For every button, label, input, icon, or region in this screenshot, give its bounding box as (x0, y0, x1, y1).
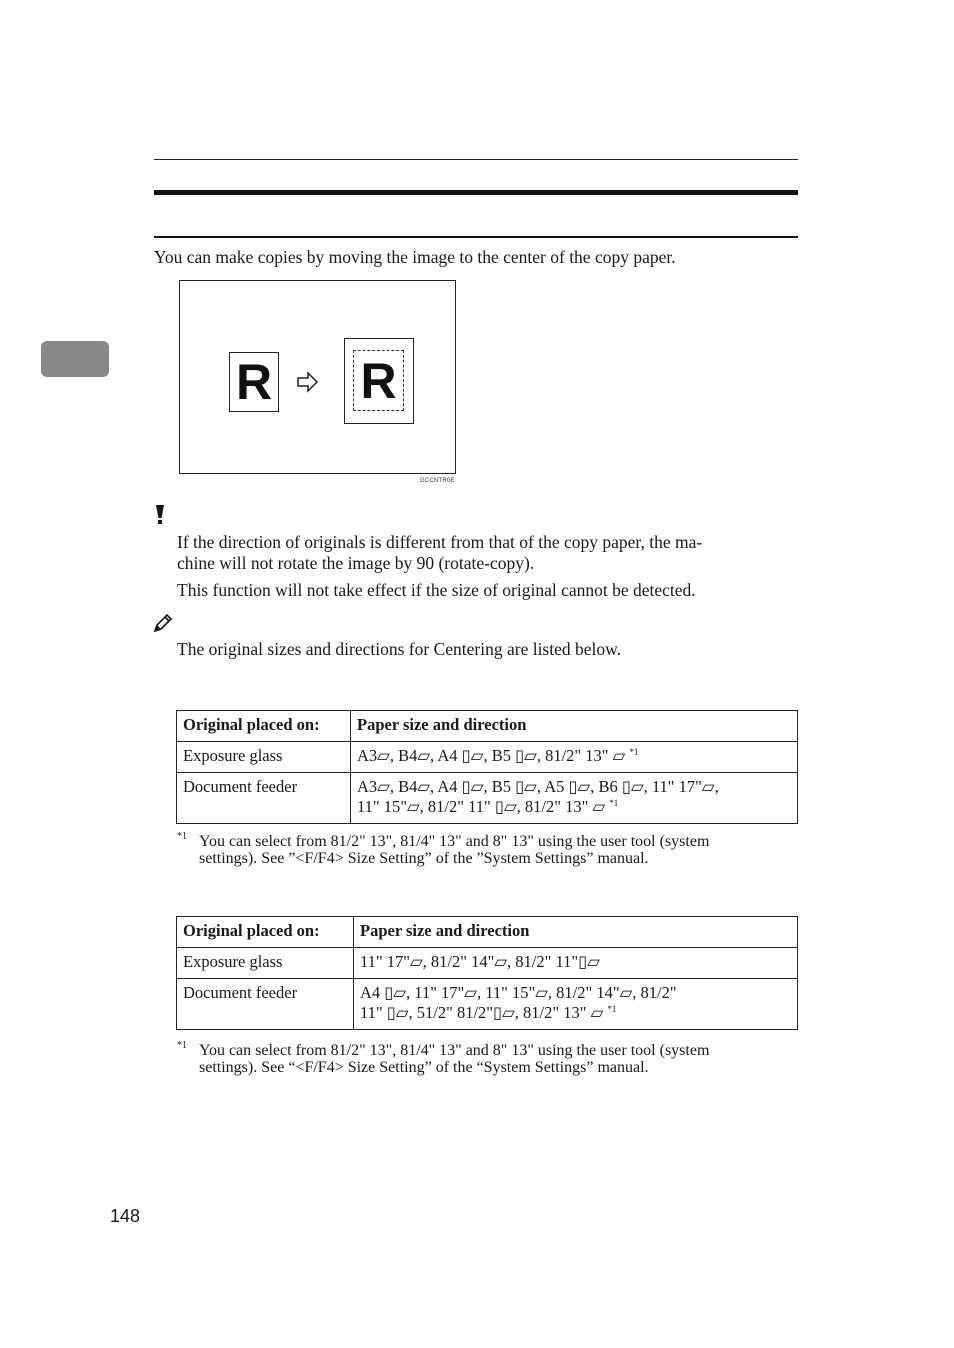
row-sizes-line2: 11" ▯▱, 51/2" 81/2"▯▱, 81/2" 13" ▱ (360, 1003, 604, 1022)
row-label: Document feeder (177, 979, 354, 1030)
header-rule-thick (154, 190, 798, 195)
table-header-original: Original placed on: (177, 917, 354, 948)
row-sizes: 11" 17"▱, 81/2" 14"▱, 81/2" 11"▯▱ (354, 948, 798, 979)
figure-code: GCCNTR0E (420, 478, 455, 484)
footnote-line2: settings). See ”<F/F4> Size Setting” of the ”System Settings” manual. (199, 850, 649, 867)
row-sizes (354, 979, 798, 1030)
table-header-row (177, 917, 798, 948)
footnote-line1: You can select from 81/2" 13", 81/4" 13" and 8" 13" using the user tool (system (199, 1042, 710, 1059)
note-text: The original sizes and directions for Centering are listed below. (177, 639, 622, 659)
footnote-line2: settings). See “<F/F4> Size Setting” of the “System Settings” manual. (199, 1059, 649, 1076)
table-header-original: Original placed on: (177, 711, 351, 742)
row-label: Exposure glass (177, 742, 351, 773)
table-row (177, 742, 798, 773)
footnote-line1: You can select from 81/2" 13", 81/4" 13" and 8" 13" using the user tool (system (199, 833, 710, 850)
row-sizes (351, 773, 798, 824)
row-label: Document feeder (177, 773, 351, 824)
arrow-right-icon (296, 371, 320, 393)
table-row (177, 979, 798, 1030)
table-header-row (177, 711, 798, 742)
row-sizes (351, 742, 798, 773)
limitation-line1: If the direction of originals is different from that of the copy paper, the ma- (177, 532, 703, 552)
row-sizes-line1: A3▱, B4▱, A4 ▯▱, B5 ▯▱, A5 ▯▱, B6 ▯▱, 11" 17"▱, (357, 777, 719, 796)
table-row (177, 948, 798, 979)
row-sizes-line1: A4 ▯▱, 11" 17"▱, 11" 15"▱, 81/2" 14"▱, 81/2" (360, 983, 677, 1002)
footnote-mark: *1 (609, 798, 619, 808)
intro-text: You can make copies by moving the image to the center of the copy paper. (154, 247, 676, 267)
row-sizes-text: A3▱, B4▱, A4 ▯▱, B5 ▯▱, 81/2" 13" ▱ (357, 746, 626, 765)
original-page (229, 352, 279, 412)
footnote-mark: *1 (629, 747, 639, 757)
table-header-paper: Paper size and direction (354, 917, 798, 948)
sizes-table-inch (176, 916, 798, 1030)
centered-image-outline (353, 350, 404, 411)
footnote-marker: *1 (177, 1040, 187, 1051)
copy-letter: R (360, 353, 397, 409)
header-rule-top (154, 159, 798, 160)
section-rule (154, 236, 798, 238)
original-letter: R (235, 354, 273, 410)
note-pencil-icon (153, 613, 173, 633)
limitation-line3: This function will not take effect if the size of original cannot be detected. (177, 580, 696, 600)
chapter-tab (41, 341, 109, 377)
table-header-paper: Paper size and direction (351, 711, 798, 742)
row-label: Exposure glass (177, 948, 354, 979)
footnote-marker: *1 (177, 831, 187, 842)
row-sizes-line2: 11" 15"▱, 81/2" 11" ▯▱, 81/2" 13" ▱ (357, 797, 606, 816)
page-number: 148 (110, 1206, 141, 1226)
limitation-line2: chine will not rotate the image by 90 (rotate-copy). (177, 553, 535, 573)
sizes-table-metric (176, 710, 798, 824)
limitation-icon (153, 504, 167, 526)
footnote-mark: *1 (607, 1004, 617, 1014)
table-row (177, 773, 798, 824)
